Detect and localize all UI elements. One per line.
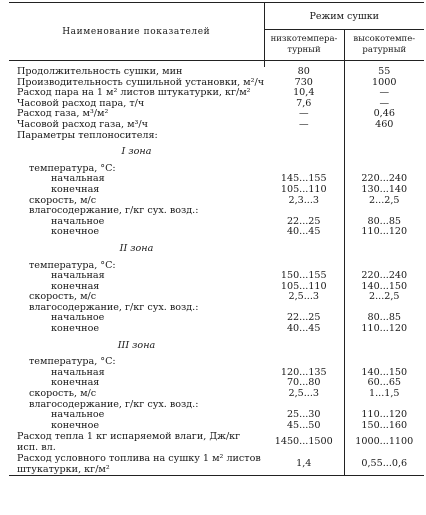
value-high: 110...120: [361, 226, 408, 238]
row-label: Расход условного топлива на сушку 1 м² листов штукатурки, кг/м²: [9, 453, 264, 476]
value-low: 105...110: [264, 185, 344, 196]
value-high: 110...120: [361, 323, 408, 335]
value-low: 40...45: [264, 324, 344, 335]
value-low: 10,4: [264, 88, 344, 99]
value-low: 40...45: [264, 227, 344, 238]
param-label: скорость, м/с: [29, 194, 97, 206]
value-low: 80: [264, 67, 344, 78]
value-high: 60...65: [367, 377, 402, 389]
table-row: [9, 431, 424, 453]
row-label: Параметры теплоносителя:: [17, 129, 158, 141]
value-low: 1450...1500: [264, 431, 344, 453]
table-row: [9, 453, 424, 476]
value-high: 220...240: [361, 270, 408, 282]
param-label: конечная: [51, 377, 100, 389]
value-high: 140...150: [361, 280, 408, 292]
table-row: [9, 131, 424, 142]
header-name-column: Наименование показателей: [9, 3, 264, 61]
value-high: 150...160: [361, 419, 408, 431]
table-row: [9, 67, 424, 78]
value-high: 1000: [372, 76, 397, 88]
value-high: 2...2,5: [369, 194, 400, 206]
param-label: температура, °С:: [29, 259, 116, 271]
value-high: 460: [375, 118, 394, 130]
param-label: начальное: [51, 312, 105, 324]
value-high: 0,46: [373, 108, 395, 120]
value-low: 2,3...3: [264, 196, 344, 207]
param-label: конечная: [51, 183, 100, 195]
zone-title: I зона: [121, 146, 152, 158]
table-row: [9, 120, 424, 131]
value-high: 110...120: [361, 409, 408, 421]
header-low-temp-line1: низкотемпера-: [270, 34, 338, 44]
value-low: 150...155: [264, 271, 344, 282]
value-low: 45...50: [264, 421, 344, 432]
zone-title: II зона: [119, 242, 154, 254]
value-high: 140...150: [361, 366, 408, 378]
value-low: 145...155: [264, 174, 344, 185]
param-label: начальная: [51, 366, 105, 378]
header-high-temp: [344, 30, 424, 61]
param-label: начальное: [51, 215, 105, 227]
value-low: 70...80: [264, 378, 344, 389]
row-label: Часовой расход пара, т/ч: [17, 97, 145, 109]
drying-modes-table: [9, 2, 424, 476]
param-label: температура, °С:: [29, 162, 116, 174]
param-label: начальное: [51, 409, 105, 421]
value-high: 220...240: [361, 173, 408, 185]
header-mode-column: Режим сушки: [264, 3, 424, 30]
param-label: конечная: [51, 280, 100, 292]
row-label: Часовой расход газа, м³/ч: [17, 118, 148, 130]
value-low: 105...110: [264, 282, 344, 293]
value-high: 1000...1100: [355, 436, 414, 448]
row-label: Производительность сушильной установки, м²/ч: [17, 76, 265, 88]
param-label: начальная: [51, 270, 105, 282]
param-label: скорость, м/с: [29, 291, 97, 303]
row-label: Расход газа, м³/м²: [17, 108, 109, 120]
value-high: 0,55...0,6: [344, 453, 424, 476]
value-low: 7,6: [264, 99, 344, 110]
param-label: конечное: [51, 419, 100, 431]
value-low: 1,4: [264, 453, 344, 476]
row-label: Расход пара на 1 м² листов штукатурки, кг/м²: [17, 87, 251, 99]
value-high: 130...140: [361, 183, 408, 195]
value-low: 22...25: [264, 313, 344, 324]
value-low: 730: [264, 78, 344, 89]
param-label: конечное: [51, 226, 100, 238]
header-low-temp: [264, 30, 344, 61]
value-low: 2,5...3: [264, 389, 344, 400]
value-high: 2...2,5: [369, 291, 400, 303]
value-low: 120...135: [264, 368, 344, 379]
header-low-temp-line2: турный: [287, 45, 321, 55]
param-label: скорость, м/с: [29, 388, 97, 400]
value-high: 80...85: [367, 215, 402, 227]
header-high-temp-line1: высокотемпе-: [353, 34, 416, 44]
param-label: конечное: [51, 323, 100, 335]
value-low: 25...30: [264, 410, 344, 421]
param-label: влагосодержание, г/кг сух. возд.:: [29, 301, 199, 313]
value-high: 55: [378, 66, 391, 77]
value-low: —: [264, 109, 344, 120]
value-high: 1...1,5: [369, 388, 400, 400]
row-label: Продолжительность сушки, мин: [17, 66, 183, 77]
value-high: 80...85: [367, 312, 402, 324]
param-label: температура, °С:: [29, 356, 116, 368]
row-label: Расход тепла 1 кг испаряемой влаги, Дж/кг исп. вл.: [17, 431, 241, 454]
value-high: —: [379, 87, 390, 99]
param-label: влагосодержание, г/кг сух. возд.:: [29, 205, 199, 217]
value-high: —: [379, 97, 390, 109]
value-low: 2,5...3: [264, 292, 344, 303]
header-high-temp-line2: ратурный: [362, 45, 407, 55]
value-low: —: [264, 120, 344, 131]
zone-title: III зона: [117, 339, 156, 351]
param-label: начальная: [51, 173, 105, 185]
param-label: влагосодержание, г/кг сух. возд.:: [29, 398, 199, 410]
value-low: 22...25: [264, 217, 344, 228]
